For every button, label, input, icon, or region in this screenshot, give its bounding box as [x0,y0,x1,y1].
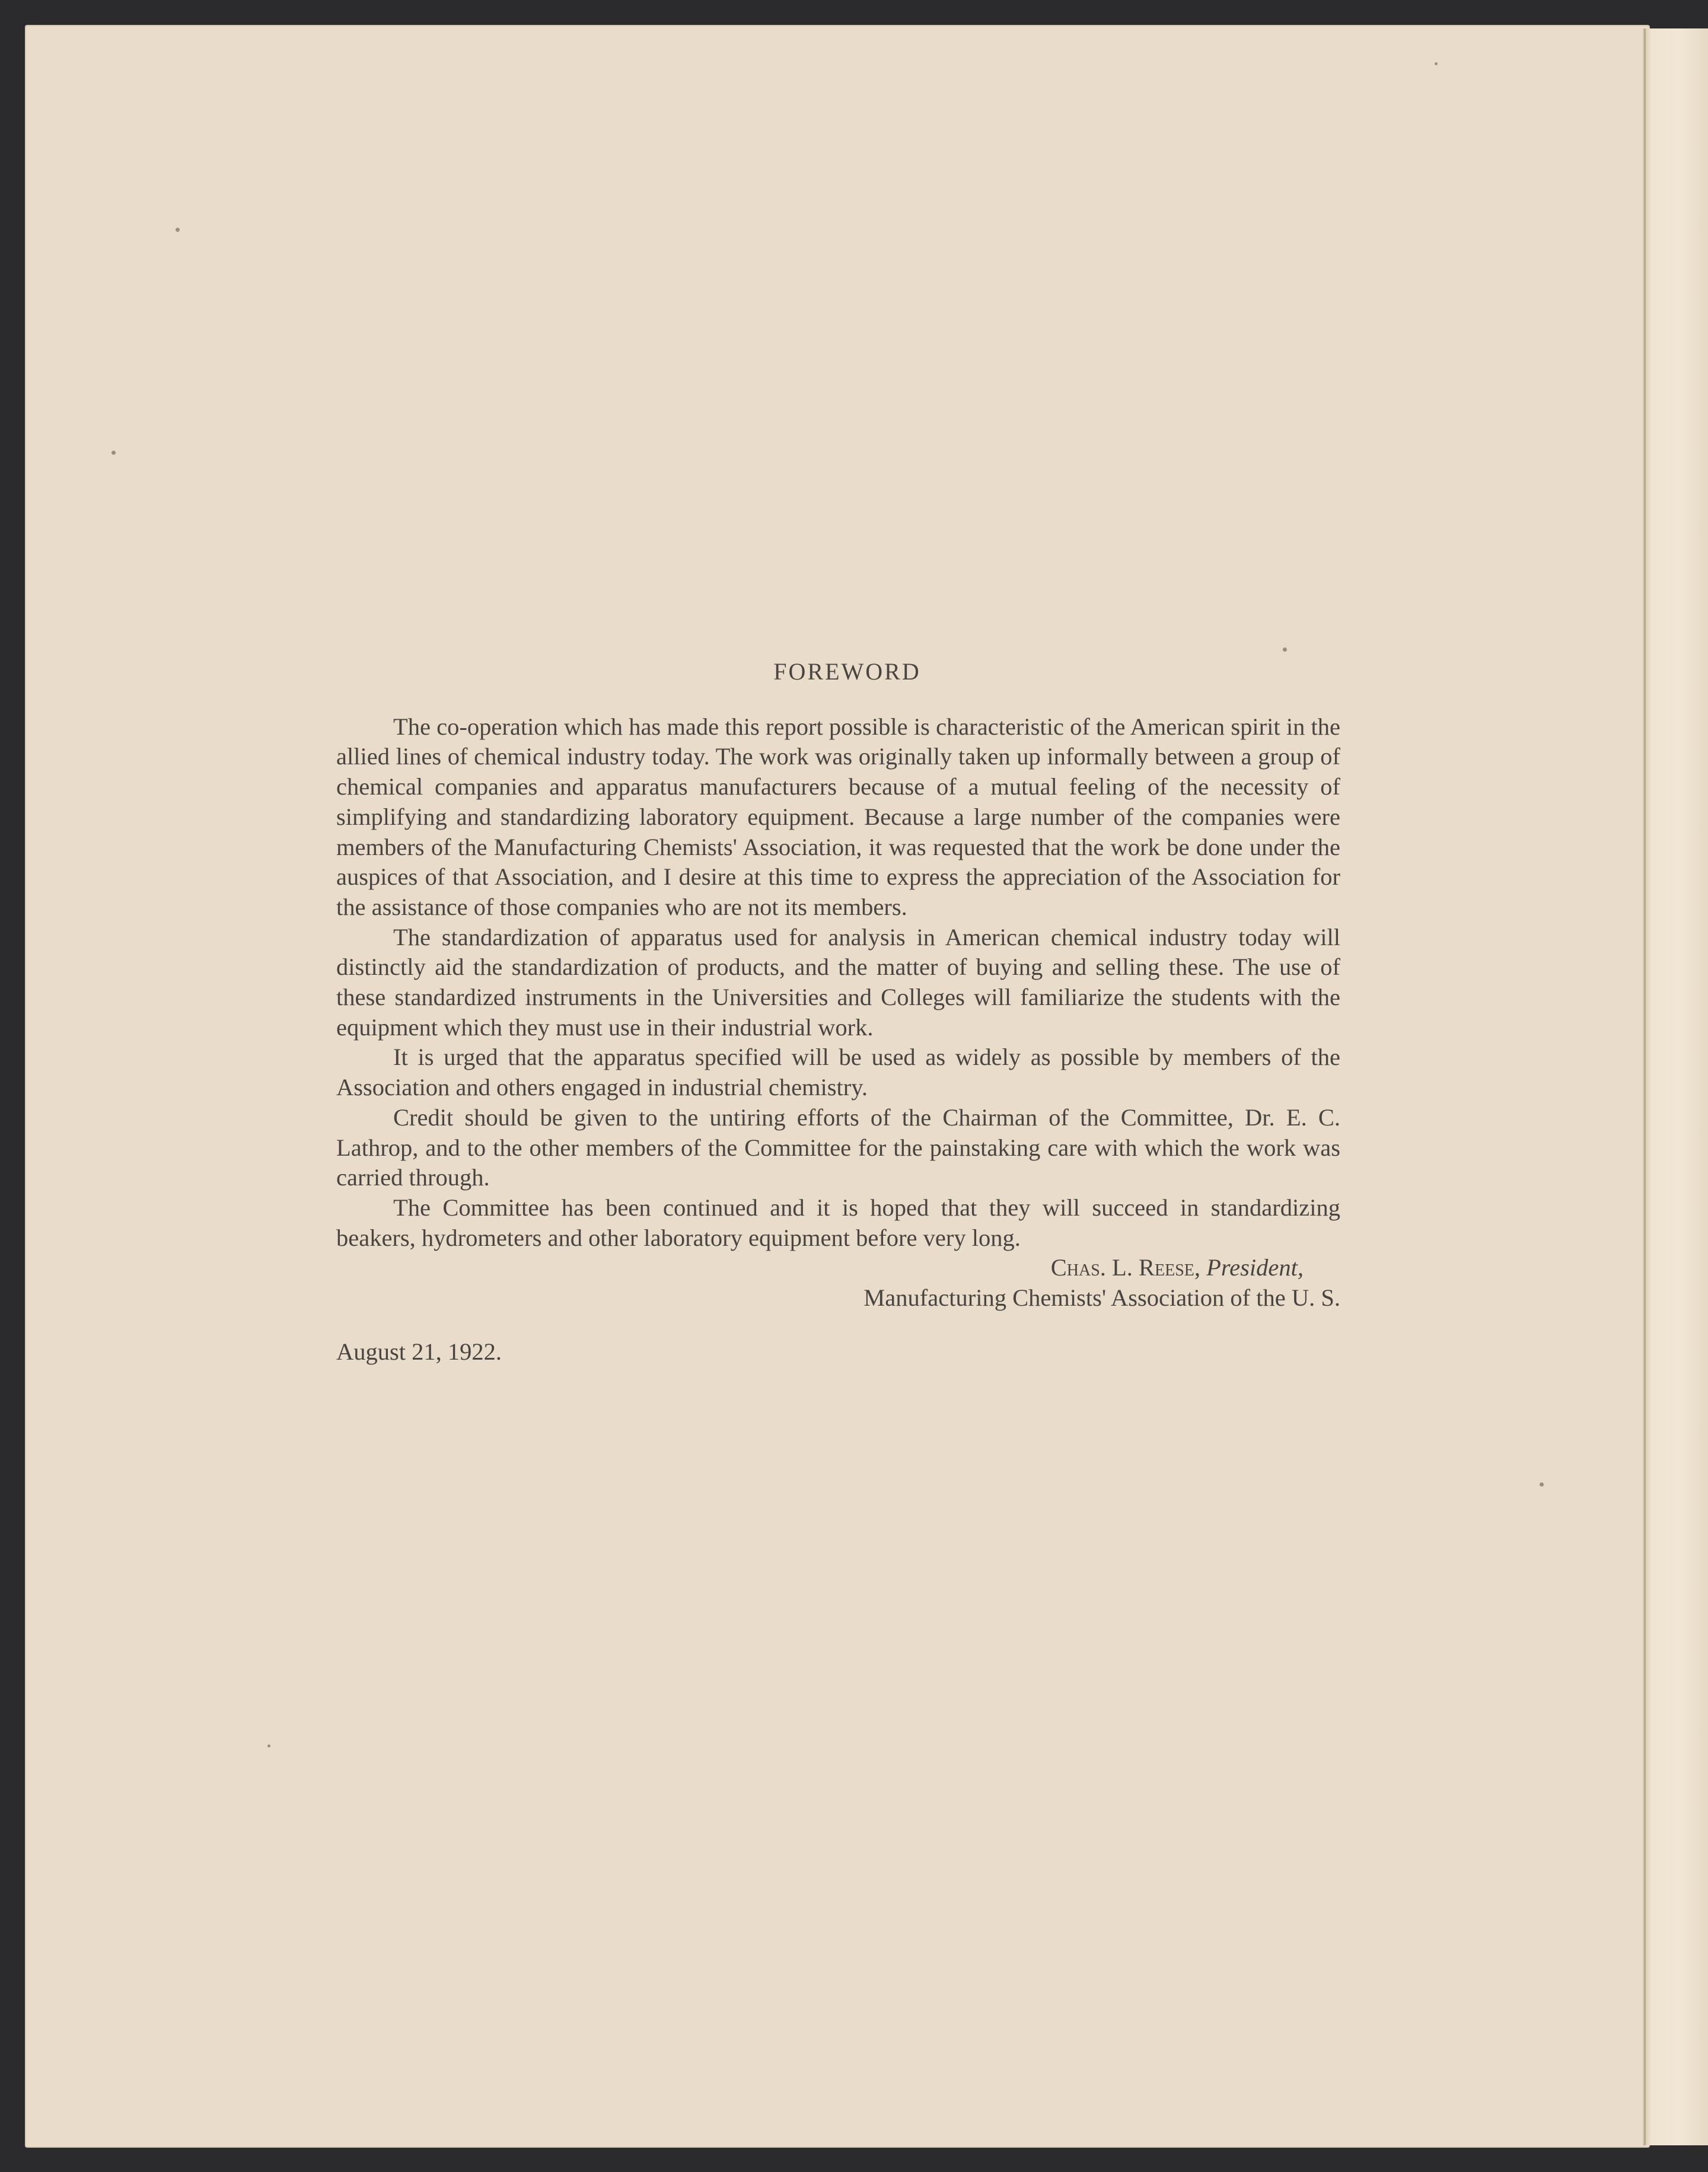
paper-speck [267,1744,270,1747]
page-gutter-line [1644,28,1646,2145]
foreword-text-block [336,657,1340,1367]
signature-line [336,1253,1340,1283]
paper-speck [1540,1482,1544,1487]
page-title: FOREWORD [773,658,921,685]
paragraph: The standardization of apparatus used for analysis in American chemical industry today will distinctly aid the standardization of products, and the matter of buying and selling these. The use of these standardized instruments in the Universities and Colleges will familiarize the students with the equipment which they must use in their industrial work. [336,923,1340,1041]
signatory-organization: Manufacturing Chemists' Association of the U. S. [863,1284,1340,1312]
signatory-role: President, [1206,1254,1304,1281]
signatory-name: Chas. L. Reese, [1050,1254,1201,1281]
next-page-edge [1643,28,1708,2145]
paragraph: The Committee has been continued and it is hoped that they will succeed in standardizing beakers, hydrometers and other laboratory equipment before very long. [336,1194,1340,1251]
paragraph: The co-operation which has made this report possible is characteristic of the American spirit in the allied lines of chemical industry today. The work was originally taken up informally between a group of chemical companies and apparatus manufacturers because of a mutual feeling of the necessity of simplifying and standardizing laboratory equipment. Because a large number of the companies were members of the Manufacturing Chemists' Association, it was requested that the work be done under the auspices of that Association, and I desire at this time to express the appreciation of the Association for the assistance of those companies who are not its members. [336,713,1340,920]
paragraph: It is urged that the apparatus specified will be used as widely as possible by members of the Association and others engaged in industrial chemistry. [336,1044,1340,1101]
paragraph: Credit should be given to the untiring efforts of the Chairman of the Committee, Dr. E. C. Lathrop, and to the other members of the Committee for the painstaking care with which the work was carried through. [336,1103,1340,1191]
paper-speck [1283,648,1287,652]
paper-speck [176,228,180,232]
paper-speck [1435,62,1438,65]
document-date: August 21, 1922. [336,1338,502,1365]
paper-speck [111,451,116,455]
